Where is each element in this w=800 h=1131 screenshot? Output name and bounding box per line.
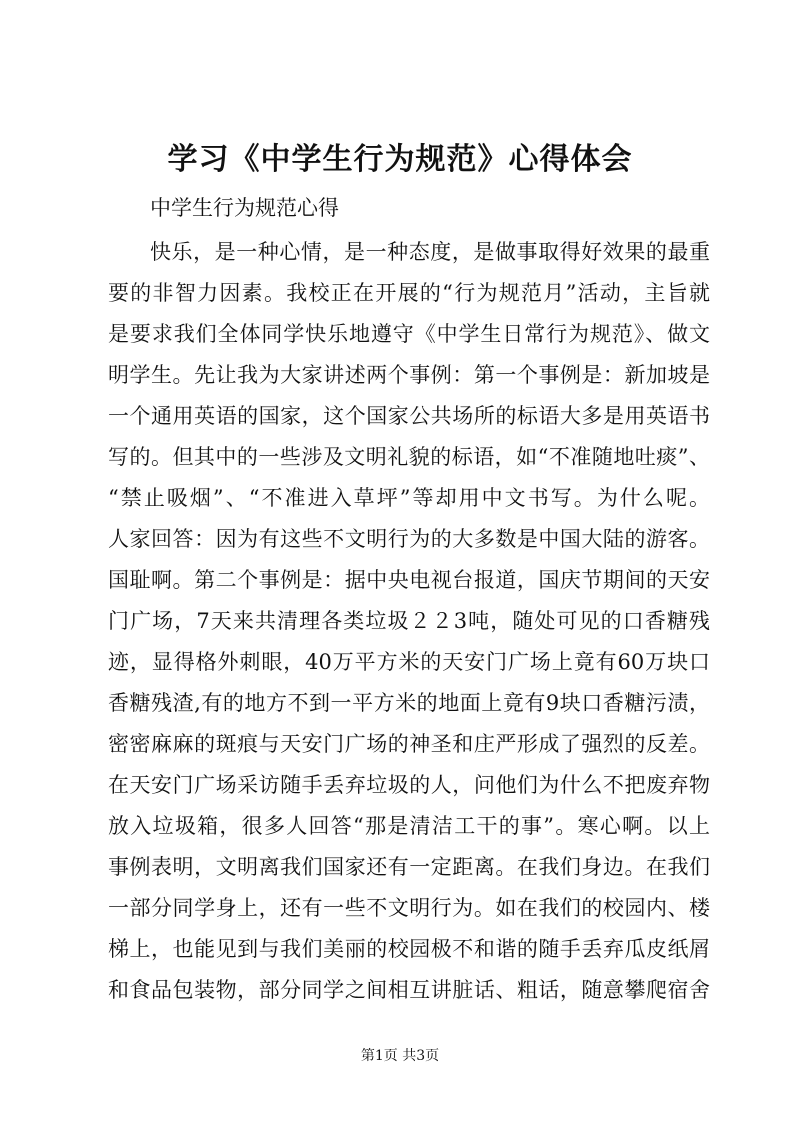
body-line: 一部分同学身上，还有一些不文明行为。如在我们的校园内、楼 bbox=[108, 896, 710, 920]
body-line: 香糖残渣,有的地方不到一平方米的地面上竟有9块口香糖污渍， bbox=[108, 691, 710, 715]
body-line: 梯上，也能见到与我们美丽的校园极不和谐的随手丢弃瓜皮纸屑 bbox=[108, 937, 710, 961]
body-line: 放入垃圾箱，很多人回答“那是清洁工干的事”。寒心啊。以上 bbox=[108, 814, 710, 838]
body-line: 国耻啊。第二个事例是：据中央电视台报道，国庆节期间的天安 bbox=[108, 568, 710, 592]
body-line: 写的。但其中的一些涉及文明礼貌的标语，如“不准随地吐痰”、 bbox=[108, 445, 710, 469]
body-line: 人家回答：因为有这些不文明行为的大多数是中国大陆的游客。 bbox=[108, 527, 710, 551]
body-line: 一个通用英语的国家，这个国家公共场所的标语大多是用英语书 bbox=[108, 404, 710, 428]
document-subtitle: 中学生行为规范心得 bbox=[150, 196, 339, 220]
body-line: 在天安门广场采访随手丢弃垃圾的人，问他们为什么不把废弃物 bbox=[108, 773, 710, 797]
body-line: 门广场，7天来共清理各类垃圾２２3吨，随处可见的口香糖残 bbox=[108, 609, 710, 633]
body-line: 和食品包装物，部分同学之间相互讲脏话、粗话，随意攀爬宿舍 bbox=[108, 978, 710, 1002]
body-line: 迹，显得格外刺眼，40万平方米的天安门广场上竟有60万块口 bbox=[108, 650, 710, 674]
page-footer: 第1页 共3页 bbox=[360, 1048, 440, 1064]
document-title: 学习《中学生行为规范》心得体会 bbox=[167, 142, 633, 177]
body-line: 事例表明，文明离我们国家还有一定距离。在我们身边。在我们 bbox=[108, 855, 710, 879]
body-line: 是要求我们全体同学快乐地遵守《中学生日常行为规范》、做文 bbox=[108, 322, 710, 346]
body-text bbox=[108, 232, 710, 1011]
body-line: 密密麻麻的斑痕与天安门广场的神圣和庄严形成了强烈的反差。 bbox=[108, 732, 710, 756]
body-line: 快乐，是一种心情，是一种态度，是做事取得好效果的最重 bbox=[150, 240, 710, 264]
body-line: “禁止吸烟”、“不准进入草坪”等却用中文书写。为什么呢。 bbox=[108, 486, 710, 510]
body-line: 明学生。先让我为大家讲述两个事例：第一个事例是：新加坡是 bbox=[108, 363, 710, 387]
body-line: 要的非智力因素。我校正在开展的“行为规范月”活动，主旨就 bbox=[108, 281, 710, 305]
